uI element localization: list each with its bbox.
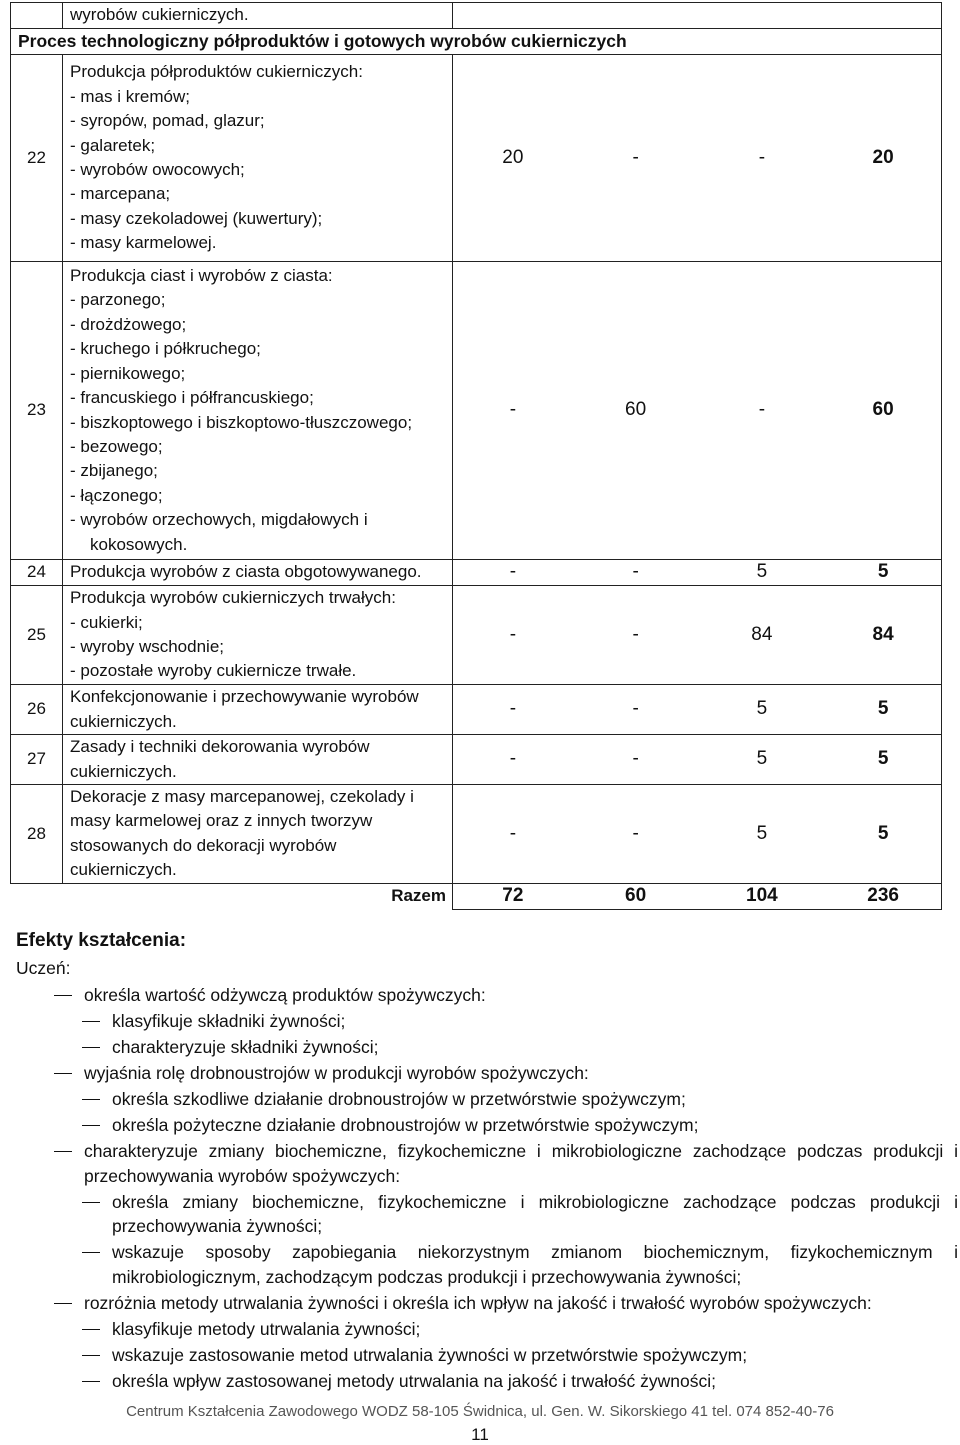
effect-text: określa zmiany biochemiczne, fizykochemiczne i mikrobiologiczne zachodzące podczas produkcji i przechowywania żywności; [112, 1191, 958, 1236]
effect-subitem [112, 1190, 958, 1239]
description-line: - masy karmelowej. [70, 233, 217, 253]
hours-value: - [632, 822, 639, 844]
total-value: 60 [625, 884, 647, 906]
description-line: - francuskiego i półfrancuskiego; [70, 388, 314, 408]
row-number: 24 [11, 560, 63, 586]
total-value: 72 [502, 884, 524, 906]
hours-value: 5 [877, 561, 889, 583]
row-hours [453, 685, 942, 735]
effect-text: wyjaśnia rolę drobnoustrojów w produkcji wyrobów spożywczych: [84, 1063, 589, 1083]
row-hours [453, 55, 942, 262]
row-description [63, 685, 453, 735]
dash-icon [82, 1047, 100, 1048]
hours-value: - [509, 399, 517, 421]
description-line: Produkcja półproduktów cukierniczych: [70, 62, 363, 82]
description-line: Produkcja wyrobów cukierniczych trwałych: [70, 588, 396, 608]
dash-icon [82, 1355, 100, 1356]
description-line: - piernikowego; [70, 363, 186, 383]
effect-subitem [112, 1343, 958, 1368]
dash-icon [54, 995, 72, 996]
dash-icon [54, 1151, 72, 1152]
table-row [11, 785, 942, 884]
table-row [11, 55, 942, 262]
hours-value: 84 [751, 623, 773, 645]
row-hours [453, 785, 942, 884]
row-hours [453, 586, 942, 685]
hours-value: 20 [502, 146, 524, 168]
hours-value: - [632, 623, 639, 645]
total-row [11, 883, 942, 909]
hours-value: 5 [877, 822, 889, 844]
hours-value: - [632, 561, 639, 583]
hours-value: 5 [756, 698, 768, 720]
row-description [63, 262, 453, 560]
hours-value: 20 [872, 146, 894, 168]
hours-value: - [509, 698, 517, 720]
dash-icon [82, 1381, 100, 1382]
description-line: Dekoracje z masy marcepanowej, czekolady i [70, 787, 414, 806]
hours-value: - [632, 748, 639, 770]
dash-icon [54, 1303, 72, 1304]
row-description [63, 735, 453, 785]
effect-text: wskazuje zastosowanie metod utrwalania żywności w przetwórstwie spożywczym; [112, 1344, 748, 1365]
dash-icon [82, 1202, 100, 1203]
description-line: - cukierki; [70, 612, 143, 632]
row-hours [453, 560, 942, 586]
effect-item [84, 1291, 958, 1316]
effect-item [84, 1139, 958, 1188]
program-table [10, 2, 942, 910]
description-line: - galaretek; [70, 135, 156, 155]
hours-value: 5 [877, 748, 889, 770]
row-number: 25 [11, 586, 63, 685]
effects-list [0, 983, 960, 1395]
effect-text: określa wartość odżywczą produktów spożywczych: [84, 985, 486, 1005]
description-line: - zbijanego; [70, 461, 158, 481]
student-label: Uczeń: [16, 958, 71, 978]
effect-subitem [112, 1317, 958, 1342]
row-number: 28 [11, 785, 63, 884]
row-number: 26 [11, 685, 63, 735]
row-number: 23 [11, 262, 63, 560]
effect-item [84, 983, 958, 1008]
hours-value: 5 [756, 561, 768, 583]
hours-value: - [632, 146, 639, 168]
description-line: - wyrobów orzechowych, migdałowych i [70, 510, 368, 530]
effect-text: wskazuje sposoby zapobiegania niekorzystnym zmianom biochemicznym, fizykochemicznym i mikrobiologicznym, zachodzącym podczas produkcji i przechowywania żywności; [112, 1242, 958, 1287]
row-number: 27 [11, 735, 63, 785]
dash-icon [82, 1125, 100, 1126]
description-line: - parzonego; [70, 290, 166, 310]
description-line: cukierniczych. [70, 860, 177, 880]
dash-icon [54, 1073, 72, 1074]
hours-value: 84 [872, 623, 894, 645]
dash-icon [82, 1099, 100, 1100]
description-line: Produkcja ciast i wyrobów z ciasta: [70, 266, 333, 286]
total-hours [453, 883, 942, 909]
effect-text: określa szkodliwe działanie drobnoustrojów w przetwórstwie spożywczym; [112, 1089, 686, 1109]
table-row [11, 586, 942, 685]
hours-value: - [758, 399, 766, 421]
description-line: stosowanych do dekoracji wyrobów [70, 835, 337, 855]
continuation-row [11, 3, 942, 29]
description-line: Konfekcjonowanie i przechowywanie wyrobów [70, 687, 419, 707]
effect-subitem [112, 1369, 958, 1394]
description-line: - marcepana; [70, 184, 171, 204]
description-line: kokosowych. [90, 534, 188, 554]
description-line: - masy czekoladowej (kuwertury); [70, 208, 323, 228]
section-title: Proces technologiczny półproduktów i gotowych wyrobów cukierniczych [11, 29, 942, 55]
hours-value: 5 [756, 748, 768, 770]
description-line: cukierniczych. [70, 711, 177, 731]
description-line: - biszkoptowego i biszkoptowo-tłuszczowego; [70, 412, 413, 432]
section-title-row [11, 29, 942, 55]
hours-value: - [758, 146, 766, 168]
hours-value: - [509, 748, 517, 770]
effect-subitem [112, 1113, 958, 1138]
effect-text: klasyfikuje składniki żywności; [112, 1011, 346, 1031]
effects-heading: Efekty kształcenia: [16, 930, 187, 951]
hours-value: - [509, 623, 517, 645]
description-line: - pozostałe wyroby cukiernicze trwałe. [70, 661, 357, 681]
table-row [11, 685, 942, 735]
hours-value: - [509, 561, 517, 583]
effect-text: charakteryzuje składniki żywności; [112, 1037, 379, 1057]
dash-icon [82, 1021, 100, 1022]
row-description [63, 560, 453, 586]
table-row [11, 735, 942, 785]
total-value: 236 [867, 884, 899, 906]
row-number: 22 [11, 55, 63, 262]
description-line: - drożdżowego; [70, 314, 187, 334]
effect-subitem [112, 1009, 958, 1034]
effect-subitem [112, 1240, 958, 1289]
description-line: - kruchego i półkruchego; [70, 339, 261, 359]
effect-text: określa pożyteczne działanie drobnoustrojów w przetwórstwie spożywczym; [112, 1115, 699, 1135]
dash-icon [82, 1329, 100, 1330]
effect-text: klasyfikuje metody utrwalania żywności; [112, 1318, 421, 1339]
table-row [11, 262, 942, 560]
description-line: cukierniczych. [70, 761, 177, 781]
footer-address: Centrum Kształcenia Zawodowego WODZ 58-105 Świdnica, ul. Gen. W. Sikorskiego 41 tel. 074 852-40-76 [126, 1403, 834, 1420]
effect-text: rozróżnia metody utrwalania żywności i określa ich wpływ na jakość i trwałość wyrobów spożywczych: [84, 1292, 872, 1313]
hours-value: 5 [877, 698, 889, 720]
hours-value: - [632, 698, 639, 720]
total-value: 104 [746, 884, 778, 906]
total-label: Razem [11, 883, 453, 909]
hours-value: 60 [625, 399, 647, 421]
table-row [11, 560, 942, 586]
effect-text: określa wpływ zastosowanej metody utrwalania na jakość i trwałość żywności; [112, 1370, 716, 1391]
row-hours [453, 262, 942, 560]
description-line: - wyrobów owocowych; [70, 160, 245, 179]
hours-value: 60 [872, 399, 894, 421]
hours-value: - [509, 822, 517, 844]
dash-icon [82, 1252, 100, 1253]
description-line: masy karmelowej oraz z innych tworzyw [70, 811, 373, 831]
description-line: - łączonego; [70, 485, 163, 505]
row-hours [453, 735, 942, 785]
description-line: - mas i kremów; [70, 86, 190, 106]
row-description [63, 785, 453, 884]
description-line: - syropów, pomad, glazur; [70, 111, 265, 131]
effect-subitem [112, 1087, 958, 1112]
description-line: Produkcja wyrobów z ciasta obgotowywanego. [70, 562, 422, 582]
description-line: Zasady i techniki dekorowania wyrobów [70, 737, 370, 757]
page-number: 11 [471, 1425, 489, 1444]
description-line: - wyroby wschodnie; [70, 637, 225, 656]
continuation-text: wyrobów cukierniczych. [63, 3, 453, 29]
description-line: - bezowego; [70, 436, 163, 456]
effect-text: charakteryzuje zmiany biochemiczne, fizykochemiczne i mikrobiologiczne zachodzące podczas produkcji i przechowywania wyrobów spożywczych: [84, 1141, 958, 1186]
row-description [63, 55, 453, 262]
row-description [63, 586, 453, 685]
effect-subitem [112, 1035, 958, 1060]
effect-item [84, 1061, 958, 1086]
hours-value: 5 [756, 822, 768, 844]
